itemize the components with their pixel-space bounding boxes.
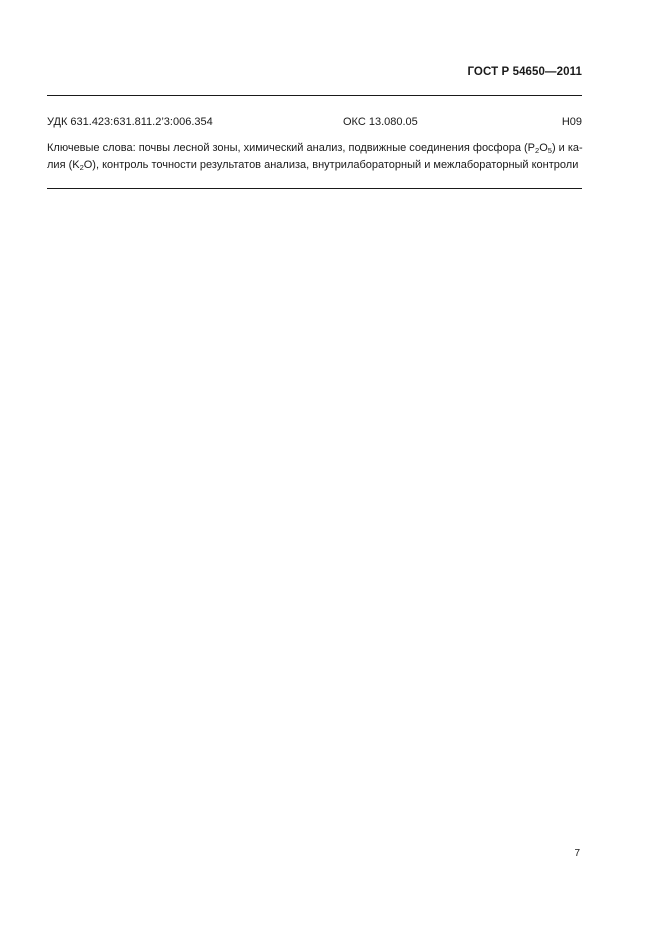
keywords-text-1b: ) и ка- [551, 142, 583, 154]
standard-designation: ГОСТ Р 54650—2011 [467, 66, 582, 78]
oxygen-letter: O [539, 142, 548, 154]
subscript-k: 2 [79, 163, 84, 172]
oks-code: ОКС 13.080.05 [343, 116, 418, 128]
classification-row [47, 116, 582, 130]
subscript-o: 5 [547, 146, 552, 155]
header-rule [47, 95, 582, 96]
keywords-text-2b: O), контроль точности результатов анализа, внутрилабораторный и межлабораторный контроли [83, 159, 579, 171]
keywords-text-1a: Ключевые слова: почвы лесной зоны, химический анализ, подвижные соединения фосфора (P [47, 142, 536, 154]
keywords-line-2 [47, 157, 582, 174]
page-number: 7 [574, 848, 580, 859]
udk-code: УДК 631.423:631.811.2’3:006.354 [47, 116, 213, 128]
footer-rule [47, 188, 582, 189]
keywords-line-1 [47, 140, 582, 157]
keywords-text-2a: лия (K [47, 159, 80, 171]
subscript-p: 2 [535, 146, 540, 155]
group-code: Н09 [561, 116, 582, 128]
keywords-block [47, 140, 582, 174]
